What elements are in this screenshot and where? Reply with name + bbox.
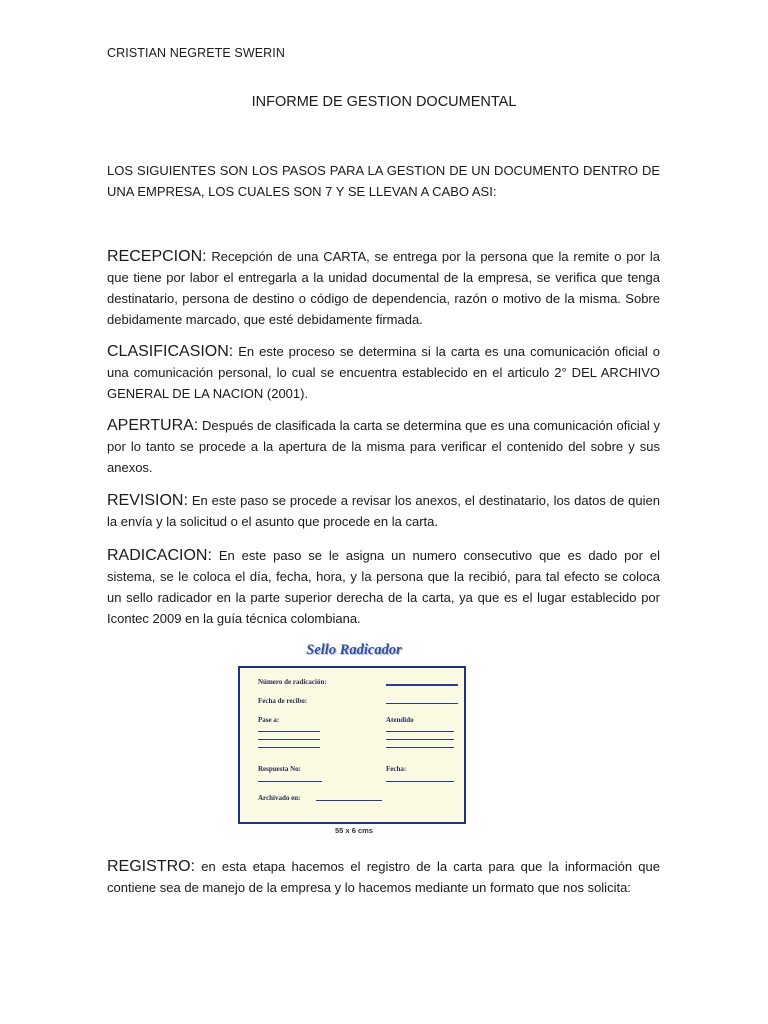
stamp-line [386,739,454,740]
section-heading: REVISION: [107,492,188,509]
section-registro [107,856,660,898]
stamp-label-numero: Número de radicación: [258,678,327,686]
stamp-line [258,781,322,782]
section-text: Después de clasificada la carta se determina que es una comunicación oficial y por lo tanto se procede a la apertura de la misma para verificar el contenido del sobre y sus anexos. [107,418,660,475]
document-title: INFORME DE GESTION DOCUMENTAL [251,94,517,110]
section-heading: APERTURA: [107,417,199,434]
section-heading: REGISTRO: [107,858,196,875]
stamp-figure [236,640,472,844]
intro-paragraph: LOS SIGUIENTES SON LOS PASOS PARA LA GESTION DE UN DOCUMENTO DENTRO DE UNA EMPRESA, LOS CUALES SON 7 Y SE LLEVAN A CABO ASI: [107,163,660,199]
author-name: CRISTIAN NEGRETE SWERIN [107,46,286,60]
section-heading: RECEPCION: [107,248,207,265]
section-heading: CLASIFICASION: [107,343,234,360]
stamp-label-fecha-recibo: Fecha de recibo: [258,697,308,705]
section-text: En este paso se procede a revisar los anexos, el destinatario, los datos de quien la envía y la solicitud o el asunto que procede en la carta. [107,493,660,529]
stamp-line [258,731,320,732]
section-text: en esta etapa hacemos el registro de la carta para que la información que contiene sea de manejo de la empresa y lo hacemos mediante un formato que nos solicita: [107,859,660,895]
stamp-label-fecha: Fecha: [386,765,407,773]
stamp-line [386,731,454,732]
section-text: Recepción de una CARTA, se entrega por la persona que la remite o por la que tiene por labor el entregarla a la unidad documental de la empresa, se verifica que tenga destinatario, persona de destino o código de dependencia, razón o motivo de la misma. Sobre debidamente marcado, que esté debidamente firmada. [107,249,660,327]
section-apertura [107,415,660,478]
stamp-line [258,739,320,740]
stamp-line [386,684,458,686]
stamp-line [316,800,382,801]
section-clasificasion [107,341,660,404]
stamp-title: Sello Radicador [306,642,402,658]
section-text: En este paso se le asigna un numero consecutivo que es dado por el sistema, se le coloca el día, fecha, hora, y la persona que la recibió, para tal efecto se coloca un sello radicador en la parte superior derecha de la carta, ya que es el lugar establecido por Icontec 2009 en la guía técnica colombiana. [107,548,660,626]
stamp-size-caption: 55 x 6 cms [335,826,373,835]
stamp-line [258,747,320,748]
stamp-box [238,666,466,824]
stamp-line [386,703,458,704]
section-revision [107,490,660,532]
section-radicacion [107,545,660,629]
stamp-line [386,781,454,782]
stamp-label-atendido: Atendido [386,716,414,724]
section-text: En este proceso se determina si la carta es una comunicación oficial o una comunicación personal, lo cual se encuentra establecido en el articulo 2° DEL ARCHIVO GENERAL DE LA NACION (2001). [107,344,660,401]
section-recepcion [107,246,660,330]
stamp-label-pase: Pase a: [258,716,280,724]
section-heading: RADICACION: [107,547,212,564]
stamp-line [386,747,454,748]
stamp-label-archivado: Archivado en: [258,794,301,802]
stamp-label-respuesta: Respuesta No: [258,765,301,773]
